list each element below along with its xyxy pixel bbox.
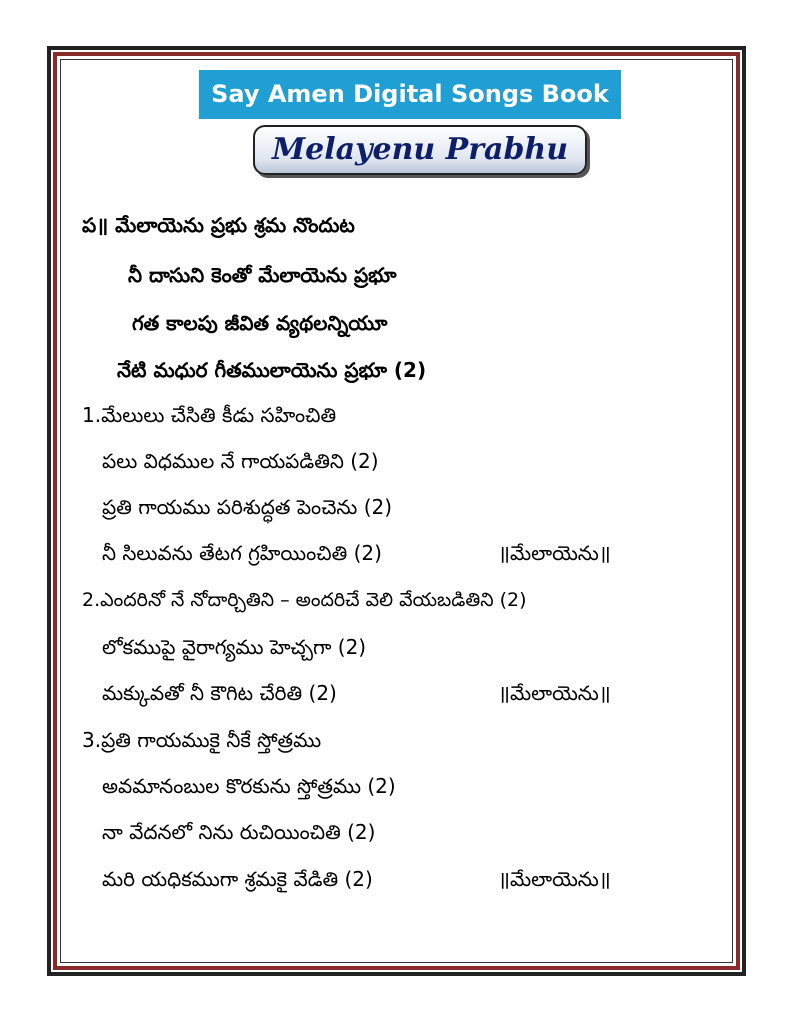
verse-3-refrain: ॥మేలాయెను॥ bbox=[498, 867, 611, 891]
verse-1-line-3: ప్రతి గాయము పరిశుద్ధత పెంచెను (2) bbox=[102, 495, 393, 519]
verse-1-line-4: నీ సిలువను తేటగ గ్రహియించితి (2) bbox=[102, 541, 382, 565]
verse-3-line-1: 3.ప్రతి గాయముకై నీకే స్తోత్రము bbox=[82, 728, 322, 752]
verse-2-line-2: లోకముపై వైరాగ్యము హెచ్చగా (2) bbox=[102, 635, 367, 659]
verse-3-line-2: అవమానంబుల కొరకును స్తోత్రము (2) bbox=[102, 774, 396, 798]
verse-1-refrain: ॥మేలాయెను॥ bbox=[498, 541, 611, 565]
pallavi-line-3: గత కాలపు జీవిత వ్యథలన్నియూ bbox=[132, 311, 388, 335]
verse-2-line-3: మక్కువతో నీ కౌగిట చేరితి (2) bbox=[102, 681, 337, 705]
verse-1-line-1: 1.మేలులు చేసితి కీడు సహించితి bbox=[82, 403, 337, 427]
pallavi-line-2: నీ దాసుని కెంతో మేలాయెను ప్రభూ bbox=[128, 263, 397, 287]
song-title: Melayenu Prabhu bbox=[253, 125, 587, 175]
songbook-banner: Say Amen Digital Songs Book bbox=[199, 70, 621, 119]
verse-3-line-3: నా వేదనలో నిను రుచియించితి (2) bbox=[102, 820, 376, 844]
pallavi-line-1: ప॥ మేలాయెను ప్రభు శ్రమ నొందుట bbox=[82, 213, 355, 237]
verse-3-line-4: మరి యధికముగా శ్రమకై వేడితి (2) bbox=[102, 867, 373, 891]
verse-2-line-1: 2.ఎందరినో నే నోదార్చితిని – అందరిచే వెలి వేయబడితిని (2) bbox=[82, 589, 527, 611]
verse-1-line-2: పలు విధముల నే గాయపడితిని (2) bbox=[102, 449, 379, 473]
pallavi-line-4: నేటి మధుర గీతములాయెను ప్రభూ (2) bbox=[117, 358, 427, 382]
verse-2-refrain: ॥మేలాయెను॥ bbox=[498, 681, 611, 705]
